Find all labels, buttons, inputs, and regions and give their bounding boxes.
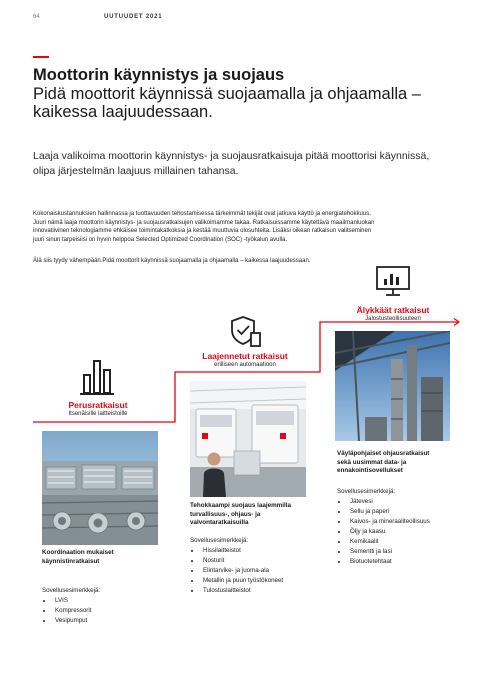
list-item: LVIS	[42, 596, 172, 606]
list-item: Jätevesi	[337, 497, 477, 507]
list-item: Kompressorit	[42, 606, 172, 616]
list-item: Tulostuslaitteistot	[190, 586, 330, 596]
examples-list-basic	[42, 596, 172, 626]
examples-label-basic: Sovellusesimerkkejä:	[42, 587, 101, 594]
card-heading-smart	[337, 450, 467, 476]
card-heading-extended	[190, 502, 320, 528]
body-line: Juuri nämä laaja moottorin käynnistys- ja suojausratkaisujen valikoimamme takaa. Ratkaisuissamme käytettävä maailmanluokan	[33, 219, 375, 226]
body-line: juuri sinun tarpeisiisi on hyvin helppoa Selected Optimized Coordination (SOC) -työkalun avulla.	[33, 236, 288, 243]
card-heading-line: Koordinaation mukaiset	[42, 549, 114, 556]
card-heading-line: valvontaratkaisuilla	[190, 519, 249, 527]
step-subtitle-smart: Jalostusteollisuuteen	[365, 316, 421, 322]
list-item: Öljy ja kaasu	[337, 527, 477, 537]
list-item: Elintarvike- ja juoma-ala	[190, 566, 330, 576]
card-heading-line: käynnistinratkaisut	[42, 557, 100, 565]
body-line: innovatiivinen teknologiamme ehkäisee toimintakatkoksia ja kestää muuttuvia olosuhteita. Lisäksi oikean ratkaisun valitseminen	[33, 228, 372, 235]
list-item: Biotuotetehtaat	[337, 557, 477, 567]
photo-basic-installation	[42, 431, 158, 545]
closing-paragraph: Älä siis tyydy vähempään.Pidä moottorit käynnissä suojaamalla ja ohjaamalla – kaikessa laajuudessaan.	[33, 258, 311, 264]
list-item: Kaivos- ja mineraaliteollisuus	[337, 517, 477, 527]
list-item: Nosturit	[190, 556, 330, 566]
list-item: Kemikaalit	[337, 537, 477, 547]
lead-line: olipa järjestelmän laajuus millainen tahansa.	[33, 164, 239, 177]
step-title-extended: Laajennetut ratkaisut	[202, 351, 288, 361]
examples-list-extended	[190, 546, 330, 596]
body-line: Kokonaiskustannuksien hallinnassa ja tuottavuuden tehostamisessa tärkeimmät tekijät ovat jatkuva käyttö ja energiatehokkuus.	[33, 211, 371, 217]
card-heading-line: Väyläpohjaiset ohjausratkaisut	[337, 450, 430, 457]
list-item: Metallin ja puun työstökoneet	[190, 576, 330, 586]
page-number: 64	[33, 14, 40, 20]
card-heading-line: turvallisuus-, ohjaus- ja	[190, 510, 261, 518]
list-item: Sellu ja paperi	[337, 507, 477, 517]
page-subtitle-line: Pidä moottorit käynnissä suojaamalla ja ohjaamalla –	[33, 85, 421, 103]
list-item: Sementti ja lasi	[337, 547, 477, 557]
shield-check-icon	[229, 314, 263, 348]
page-subtitle-line: kaikessa laajuudessaan.	[33, 103, 213, 121]
bar-chart-icon	[78, 358, 116, 396]
step-subtitle-basic: Itsenäisille laitteistoille	[68, 411, 128, 417]
list-item: Hissilaitteistot	[190, 546, 330, 556]
step-subtitle-extended: erilliseen automaatioon	[214, 362, 276, 368]
card-heading-basic	[42, 549, 172, 566]
card-heading-line: Tehokkaampi suojaus laajemmilla	[190, 502, 292, 509]
section-title: UUTUUDET 2021	[104, 14, 163, 20]
examples-label-smart: Sovellusesimerkkejä:	[337, 488, 396, 495]
photo-extended-factory	[190, 381, 306, 497]
examples-label-extended: Sovellusesimerkkejä:	[190, 537, 249, 544]
page-title: Moottorin käynnistys ja suojaus	[33, 66, 285, 84]
monitor-chart-icon	[375, 265, 411, 297]
examples-list-smart	[337, 497, 477, 567]
card-heading-line: sekä uusimmat data- ja	[337, 458, 407, 466]
lead-line: Laaja valikoima moottorin käynnistys- ja suojausratkaisuja pitää moottorisi käynnissä,	[33, 150, 430, 162]
list-item: Vesipumput	[42, 616, 172, 626]
step-title-basic: Perusratkaisut	[68, 400, 128, 410]
photo-smart-refinery	[335, 331, 450, 441]
card-heading-line: ennakointisovellukset	[337, 467, 403, 475]
step-title-smart: Älykkäät ratkaisut	[356, 305, 430, 315]
